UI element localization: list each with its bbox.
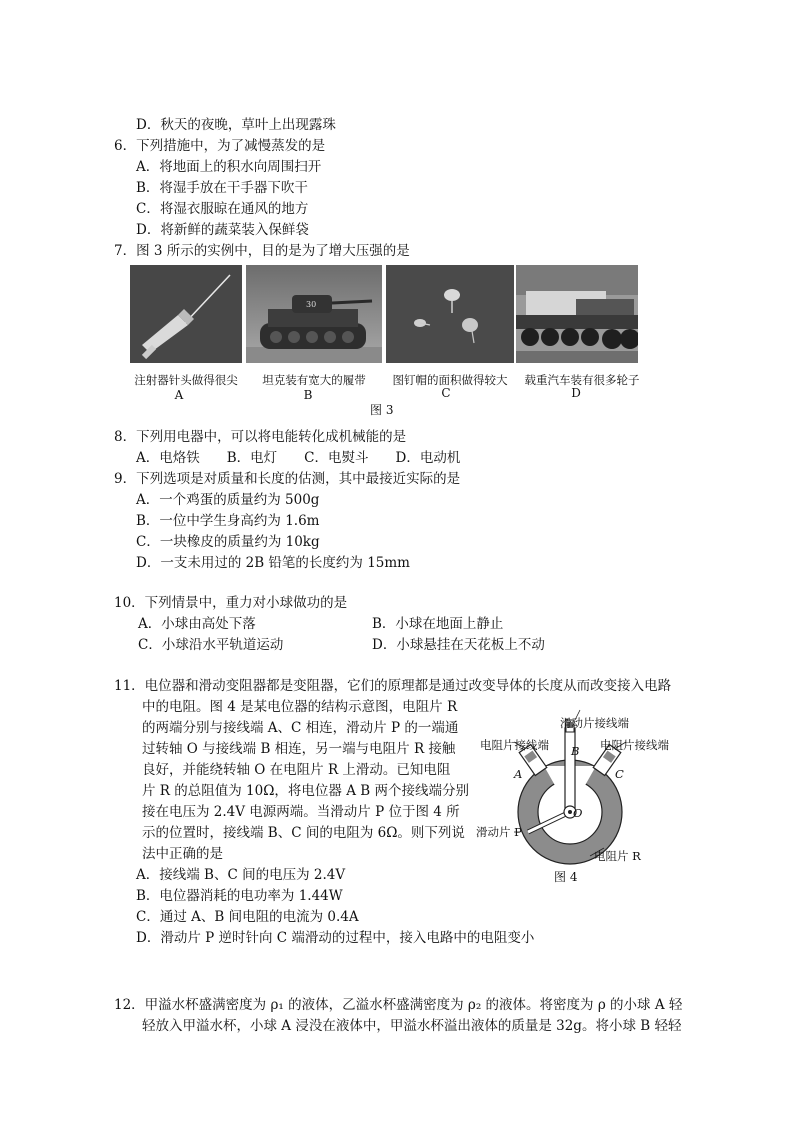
q12-line-2: 轻放入甲溢水杯，小球 A 浸没在液体中，甲溢水杯溢出液体的质量是 32g。将小球 B 轻轻 bbox=[142, 1018, 682, 1034]
label-b: B bbox=[571, 744, 580, 758]
q11-option-c: C．通过 A、B 间电阻的电流为 0.4A bbox=[136, 909, 359, 925]
q9-option-a: A．一个鸡蛋的质量约为 500g bbox=[136, 492, 320, 508]
fig3-letter-d: D bbox=[571, 386, 581, 400]
q10-stem: 10．下列情景中，重力对小球做功的是 bbox=[114, 595, 348, 611]
q11-line-8: 示的位置时，接线端 B、C 间的电阻为 6Ω。则下列说 bbox=[142, 825, 465, 841]
heavy-truck-image bbox=[516, 265, 638, 363]
fig3-caption-d: 载重汽车装有很多轮子 bbox=[524, 373, 640, 387]
q10-option-c: C．小球沿水平轨道运动 bbox=[138, 637, 284, 653]
q9-option-c: C．一块橡皮的质量约为 10kg bbox=[136, 534, 320, 550]
fig3-letter-c: C bbox=[441, 386, 451, 400]
q5-option-d: D．秋天的夜晚，草叶上出现露珠 bbox=[136, 117, 336, 133]
fig3-letter-b: B bbox=[303, 388, 313, 402]
label-resistor-terminal-right: 电阻片接线端 bbox=[600, 738, 669, 752]
q6-option-b: B．将湿手放在干手器下吹干 bbox=[136, 180, 308, 196]
q11-line-5: 良好，并能绕转轴 O 在电阻片 R 上滑动。已知电阻 bbox=[142, 762, 451, 778]
label-o: O bbox=[573, 806, 583, 820]
q6-option-c: C．将湿衣服晾在通风的地方 bbox=[136, 201, 309, 217]
fig3-caption-b: 坦克装有宽大的履带 bbox=[262, 373, 366, 387]
q11-line-7: 接在电压为 2.4V 电源两端。当滑动片 P 位于图 4 所 bbox=[142, 804, 460, 820]
q11-line-4: 过转轴 O 与接线端 B 相连，另一端与电阻片 R 接触 bbox=[142, 741, 456, 757]
q12-line-1: 12．甲溢水杯盛满密度为 ρ₁ 的液体，乙溢水杯盛满密度为 ρ₂ 的液体。将密度为 ρ 的小球 A 轻 bbox=[114, 997, 683, 1013]
syringe-image bbox=[130, 265, 242, 363]
q6-option-a: A．将地面上的积水向周围扫开 bbox=[136, 159, 322, 175]
q8-stem: 8．下列用电器中，可以将电能转化成机械能的是 bbox=[114, 429, 407, 445]
fig3-letter-a: A bbox=[174, 388, 184, 402]
q11-line-2: 中的电阻。图 4 是某电位器的结构示意图，电阻片 R bbox=[142, 699, 458, 715]
terminal-b bbox=[565, 720, 575, 812]
q11-line-6: 片 R 的总阻值为 10Ω，将电位器 A B 两个接线端分别 bbox=[142, 783, 469, 799]
q11-option-b: B．电位器消耗的电功率为 1.44W bbox=[136, 888, 343, 904]
thumbtack-image bbox=[386, 265, 514, 363]
fig3-label: 图 3 bbox=[370, 403, 394, 417]
q6-stem: 6．下列措施中，为了减慢蒸发的是 bbox=[114, 138, 326, 154]
q9-option-d: D．一支未用过的 2B 铅笔的长度约为 15mm bbox=[136, 555, 410, 571]
label-slider-terminal: 滑动片接线端 bbox=[560, 716, 629, 730]
label-a: A bbox=[514, 767, 523, 781]
q6-option-d: D．将新鲜的蔬菜装入保鲜袋 bbox=[136, 222, 309, 238]
label-resistor-r: 电阻片 R bbox=[594, 849, 641, 863]
q11-line-9: 法中正确的是 bbox=[142, 846, 223, 862]
q10-option-d: D．小球悬挂在天花板上不动 bbox=[372, 637, 545, 653]
fig4-label: 图 4 bbox=[554, 870, 578, 884]
q7-stem: 7．图 3 所示的实例中，目的是为了增大压强的是 bbox=[114, 243, 410, 259]
q8-options: A．电烙铁 B．电灯 C．电熨斗 D．电动机 bbox=[136, 450, 461, 466]
tank-image bbox=[246, 265, 382, 363]
q9-stem: 9．下列选项是对质量和长度的估测，其中最接近实际的是 bbox=[114, 471, 461, 487]
q11-option-a: A．接线端 B、C 间的电压为 2.4V bbox=[136, 867, 346, 883]
label-c: C bbox=[615, 767, 624, 781]
label-resistor-terminal-left: 电阻片接线端 bbox=[480, 738, 549, 752]
q11-line-3: 的两端分别与接线端 A、C 相连，滑动片 P 的一端通 bbox=[142, 720, 459, 736]
fig3-caption-c: 图钉帽的面积做得较大 bbox=[392, 373, 508, 387]
q9-option-b: B．一位中学生身高约为 1.6m bbox=[136, 513, 320, 529]
svg-text:30: 30 bbox=[306, 300, 317, 309]
q11-line-1: 11．电位器和滑动变阻器都是变阻器，它们的原理都是通过改变导体的长度从而改变接入电路 bbox=[114, 678, 672, 694]
q11-option-d: D．滑动片 P 逆时针向 C 端滑动的过程中，接入电路中的电阻变小 bbox=[136, 930, 535, 946]
fig3-caption-a: 注射器针头做得很尖 bbox=[134, 373, 238, 387]
label-slider-p: 滑动片 P bbox=[476, 825, 522, 839]
potentiometer-diagram bbox=[470, 708, 700, 878]
q10-option-a: A．小球由高处下落 bbox=[138, 616, 256, 632]
q10-option-b: B．小球在地面上静止 bbox=[372, 616, 504, 632]
